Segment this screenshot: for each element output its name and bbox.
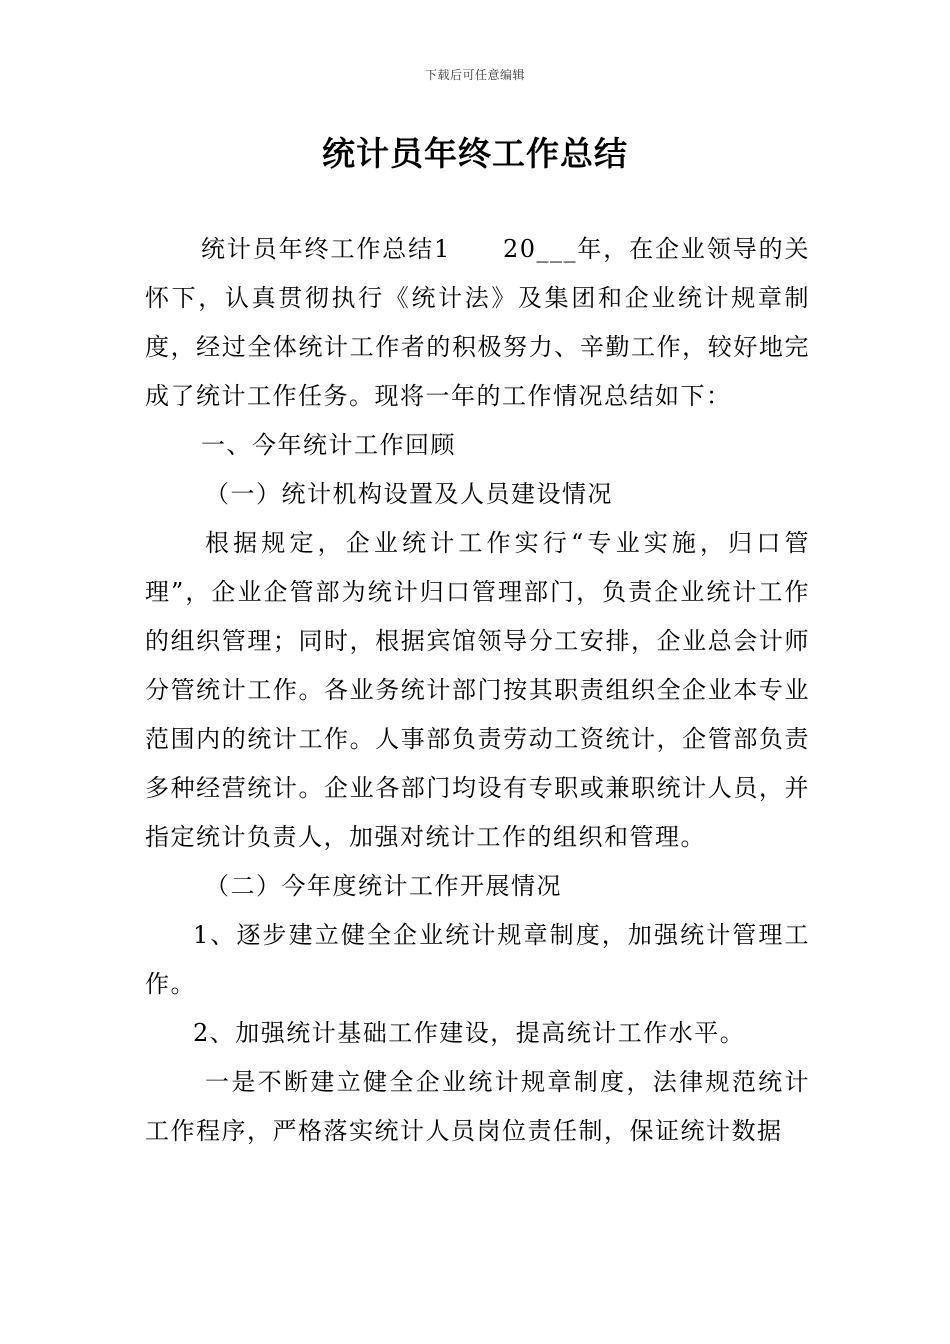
section-heading: 一、今年统计工作回顾 <box>201 431 456 459</box>
list-item: 1、逐步建立健全企业统计规章制度，加强统计管理工作。 <box>145 921 810 998</box>
paragraph-body: 一是不断建立健全企业统计规章制度，法律规范统计工作程序，严格落实统计人员岗位责任制，保证统计数据 <box>145 1068 810 1145</box>
list-item: 2、加强统计基础工作建设，提高统计工作水平。 <box>193 1019 746 1047</box>
paragraph-intro: 统计员年终工作总结1 20___年，在企业领导的关怀下，认真贯彻执行《统计法》及集团和企业统计规章制度，经过全体统计工作者的积极努力、辛勤工作，较好地完成了统计工作任务。现将一年的工作情况总结如下： <box>145 235 810 410</box>
document-title: 统计员年终工作总结 <box>322 134 628 173</box>
document-body <box>145 225 810 1156</box>
subsection-heading: （二）今年度统计工作开展情况 <box>205 872 562 900</box>
paragraph-body: 根据规定，企业统计工作实行“专业实施，归口管理”，企业企管部为统计归口管理部门，负责企业统计工作的组织管理；同时，根据宾馆领导分工安排，企业总会计师分管统计工作。各业务统计部门按其职责组织全企业本专业范围内的统计工作。人事部负责劳动工资统计，企管部负责多种经营统计。企业各部门均设有专职或兼职统计人员，并指定统计负责人，加强对统计工作的组织和管理。 <box>145 529 810 851</box>
subsection-heading: （一）统计机构设置及人员建设情况 <box>205 480 613 508</box>
header-note: 下载后可任意编辑 <box>424 68 525 82</box>
